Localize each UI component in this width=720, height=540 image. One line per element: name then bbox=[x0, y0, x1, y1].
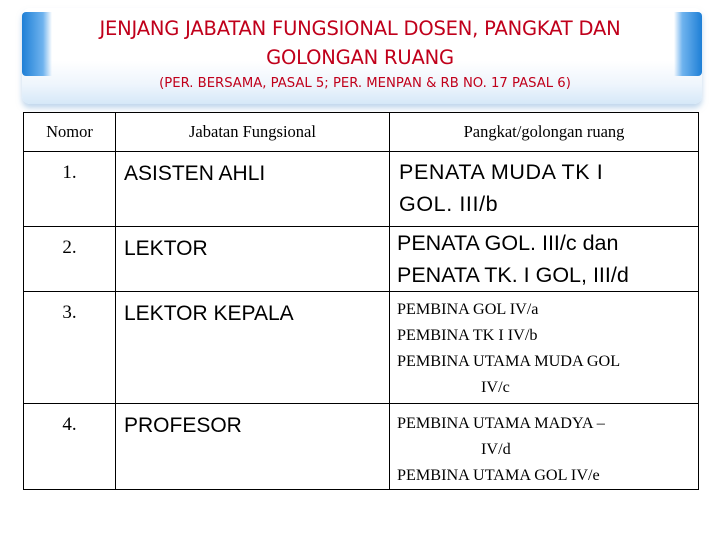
pangkat-line: PEMBINA UTAMA MADYA – bbox=[397, 414, 605, 432]
row-number: 4. bbox=[24, 404, 116, 490]
pangkat-cell bbox=[390, 152, 699, 227]
pangkat-line: GOL. III/b bbox=[399, 192, 499, 216]
pangkat-line: PEMBINA TK I IV/b bbox=[397, 326, 538, 344]
column-header-jabatan: Jabatan Fungsional bbox=[116, 113, 390, 152]
row-number: 2. bbox=[24, 227, 116, 292]
row-number: 1. bbox=[24, 152, 116, 227]
table-row bbox=[24, 404, 699, 490]
pangkat-cell bbox=[390, 227, 699, 292]
pangkat-line: IV/d bbox=[481, 440, 511, 458]
rank-table bbox=[23, 112, 699, 490]
pangkat-line: PENATA MUDA TK I bbox=[399, 160, 604, 184]
table-row bbox=[24, 227, 699, 292]
jabatan-cell: ASISTEN AHLI bbox=[116, 152, 390, 227]
table-row bbox=[24, 152, 699, 227]
pangkat-line: PEMBINA GOL IV/a bbox=[397, 300, 539, 318]
pangkat-cell bbox=[390, 404, 699, 490]
jabatan-cell: PROFESOR bbox=[116, 404, 390, 490]
pangkat-line: PEMBINA UTAMA MUDA GOL bbox=[397, 352, 621, 370]
jabatan-cell: LEKTOR KEPALA bbox=[116, 292, 390, 404]
pangkat-line: IV/c bbox=[481, 378, 510, 396]
pangkat-line: PENATA GOL. III/c dan bbox=[397, 231, 619, 255]
table-row bbox=[24, 292, 699, 404]
page-title: JENJANG JABATAN FUNGSIONAL DOSEN, PANGKAT DAN GOLONGAN RUANG bbox=[99, 17, 621, 69]
row-number: 3. bbox=[24, 292, 116, 404]
page-subtitle: (PER. BERSAMA, PASAL 5; PER. MENPAN & RB NO. 17 PASAL 6) bbox=[159, 76, 571, 91]
column-header-nomor: Nomor bbox=[24, 113, 116, 152]
table-header-row bbox=[24, 113, 699, 152]
pangkat-cell bbox=[390, 292, 699, 404]
banner-accent-left bbox=[22, 12, 52, 76]
column-header-pangkat: Pangkat/golongan ruang bbox=[390, 113, 699, 152]
banner-accent-right bbox=[674, 12, 702, 76]
pangkat-line: PEMBINA UTAMA GOL IV/e bbox=[397, 466, 600, 484]
pangkat-line: PENATA TK. I GOL, III/d bbox=[397, 263, 629, 287]
jabatan-cell: LEKTOR bbox=[116, 227, 390, 292]
